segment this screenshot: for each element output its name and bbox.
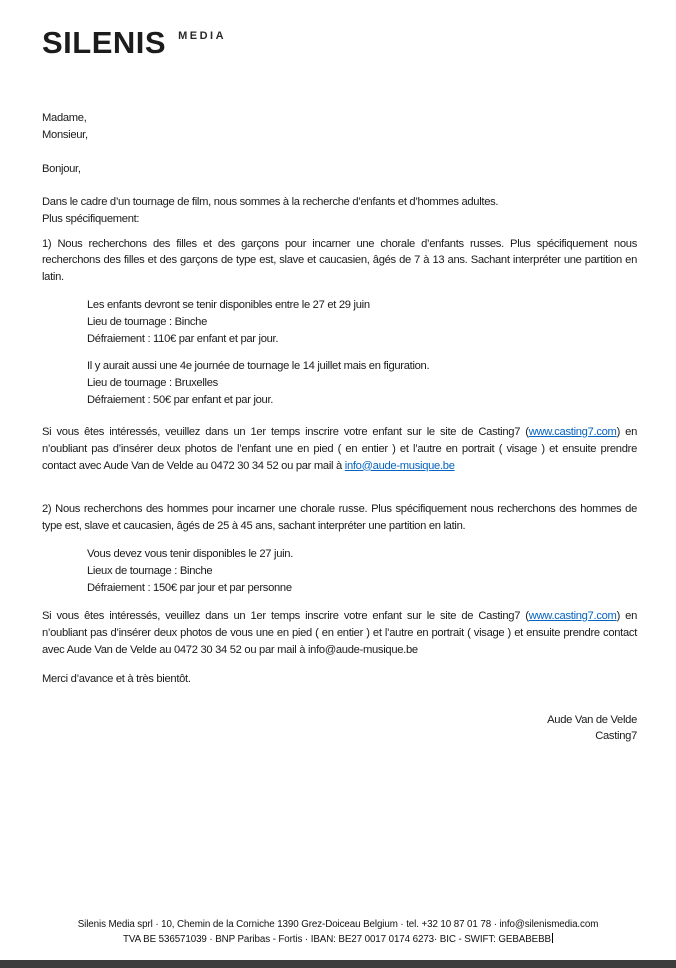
- letter-line: Il y aurait aussi une 4e journée de tournage le 14 juillet mais en figuration.: [87, 359, 430, 372]
- greeting: [42, 161, 637, 178]
- casting7-link[interactable]: www.casting7.com: [528, 609, 617, 622]
- letter-line: Casting7: [595, 730, 637, 743]
- section-1-children: [42, 236, 637, 287]
- text-cursor: [552, 933, 553, 943]
- footer-line-2-text: TVA BE 536571039 · BNP Paribas - Fortis · IBAN: BE27 0017 0174 6273· BIC - SWIFT: GEBABEBB: [123, 934, 551, 945]
- letter-line: Lieux de tournage : Binche: [87, 565, 213, 578]
- letter-line: Merci d’avance et à très bientôt.: [42, 672, 191, 685]
- letter-line: Les enfants devront se tenir disponibles entre le 27 et 29 juin: [87, 299, 370, 312]
- logo-silenis-text: SILENIS: [42, 25, 167, 60]
- section-2-men: [42, 501, 637, 535]
- signature: [42, 712, 637, 746]
- letter-line: Dans le cadre d’un tournage de film, nous sommes à la recherche d’enfants et d’hommes adultes.: [42, 195, 499, 208]
- logo-media-text: MEDIA: [178, 30, 227, 42]
- letter-line: Lieu de tournage : Bruxelles: [87, 376, 218, 389]
- letter-line: Défraiement : 150€ par jour et par personne: [87, 582, 292, 595]
- footer-line-2: [0, 932, 676, 947]
- details-children-extra: [87, 358, 637, 409]
- letter-line: Vous devez vous tenir disponibles le 27 juin.: [87, 548, 294, 561]
- letter-line: Aude Van de Velde: [547, 713, 637, 726]
- cta-children: [42, 424, 637, 475]
- letter-line: Défraiement : 50€ par enfant et par jour.: [87, 393, 274, 406]
- salutation: [42, 110, 637, 144]
- details-men: [87, 546, 637, 597]
- intro: [42, 194, 637, 228]
- letter-line: Monsieur,: [42, 128, 88, 141]
- letter-body: [42, 110, 637, 745]
- logo: [42, 27, 226, 58]
- footer-line-1: Silenis Media sprl · 10, Chemin de la Corniche 1390 Grez-Doiceau Belgium · tel. +32 10 87 01 78 · info@silenismedia.com: [77, 919, 599, 930]
- details-children-main: [87, 297, 637, 348]
- letter-paragraph: Si vous êtes intéressés, veuillez dans un 1er temps inscrire votre enfant sur le site de Casting7 (www.casting7.com) en n’oubliant pas d’insérer deux photos de l’enfant une en pied ( en entier ) et l’autre en portrait ( visage ) et ensuite prendre contact avec Aude Van de Velde au 0472 30 34 52 ou par mail à info@aude-musique.be: [42, 425, 637, 472]
- closing: [42, 671, 637, 688]
- letter-paragraph: 1) Nous recherchons des filles et des garçons pour incarner une chorale d’enfants russes. Plus spécifiquement nous recherchons des filles et des garçons de type est, slave et caucasien, âgés de 7 à 13 ans. Sachant interpréter une partition en latin.: [42, 237, 637, 284]
- letter-line: Bonjour,: [42, 162, 81, 175]
- letter-line: Lieu de tournage : Binche: [87, 316, 208, 329]
- email-link[interactable]: info@aude-musique.be: [344, 459, 455, 472]
- cta-men: [42, 608, 637, 659]
- letter-line: Madame,: [42, 112, 87, 124]
- letter-paragraph: 2) Nous recherchons des hommes pour incarner une chorale russe. Plus spécifiquement nous recherchons des hommes de type est, slave et caucasien, âgés de 25 à 45 ans, sachant interpréter une partition en latin.: [42, 503, 637, 533]
- bottom-bar: [0, 960, 676, 968]
- letter-line: Plus spécifiquement:: [42, 212, 140, 225]
- casting7-link[interactable]: www.casting7.com: [528, 425, 617, 438]
- letter-paragraph: Si vous êtes intéressés, veuillez dans un 1er temps inscrire votre enfant sur le site de Casting7 (www.casting7.com) en n’oubliant pas d’insérer deux photos de vous une en pied ( en entier ) et l’autre en portrait ( visage ) et ensuite prendre contact avec Aude Van de Velde au 0472 30 34 52 ou par mail à info@aude-musique.be: [42, 609, 637, 656]
- letter-line: Défraiement : 110€ par enfant et par jour.: [87, 333, 279, 346]
- footer: [0, 917, 676, 947]
